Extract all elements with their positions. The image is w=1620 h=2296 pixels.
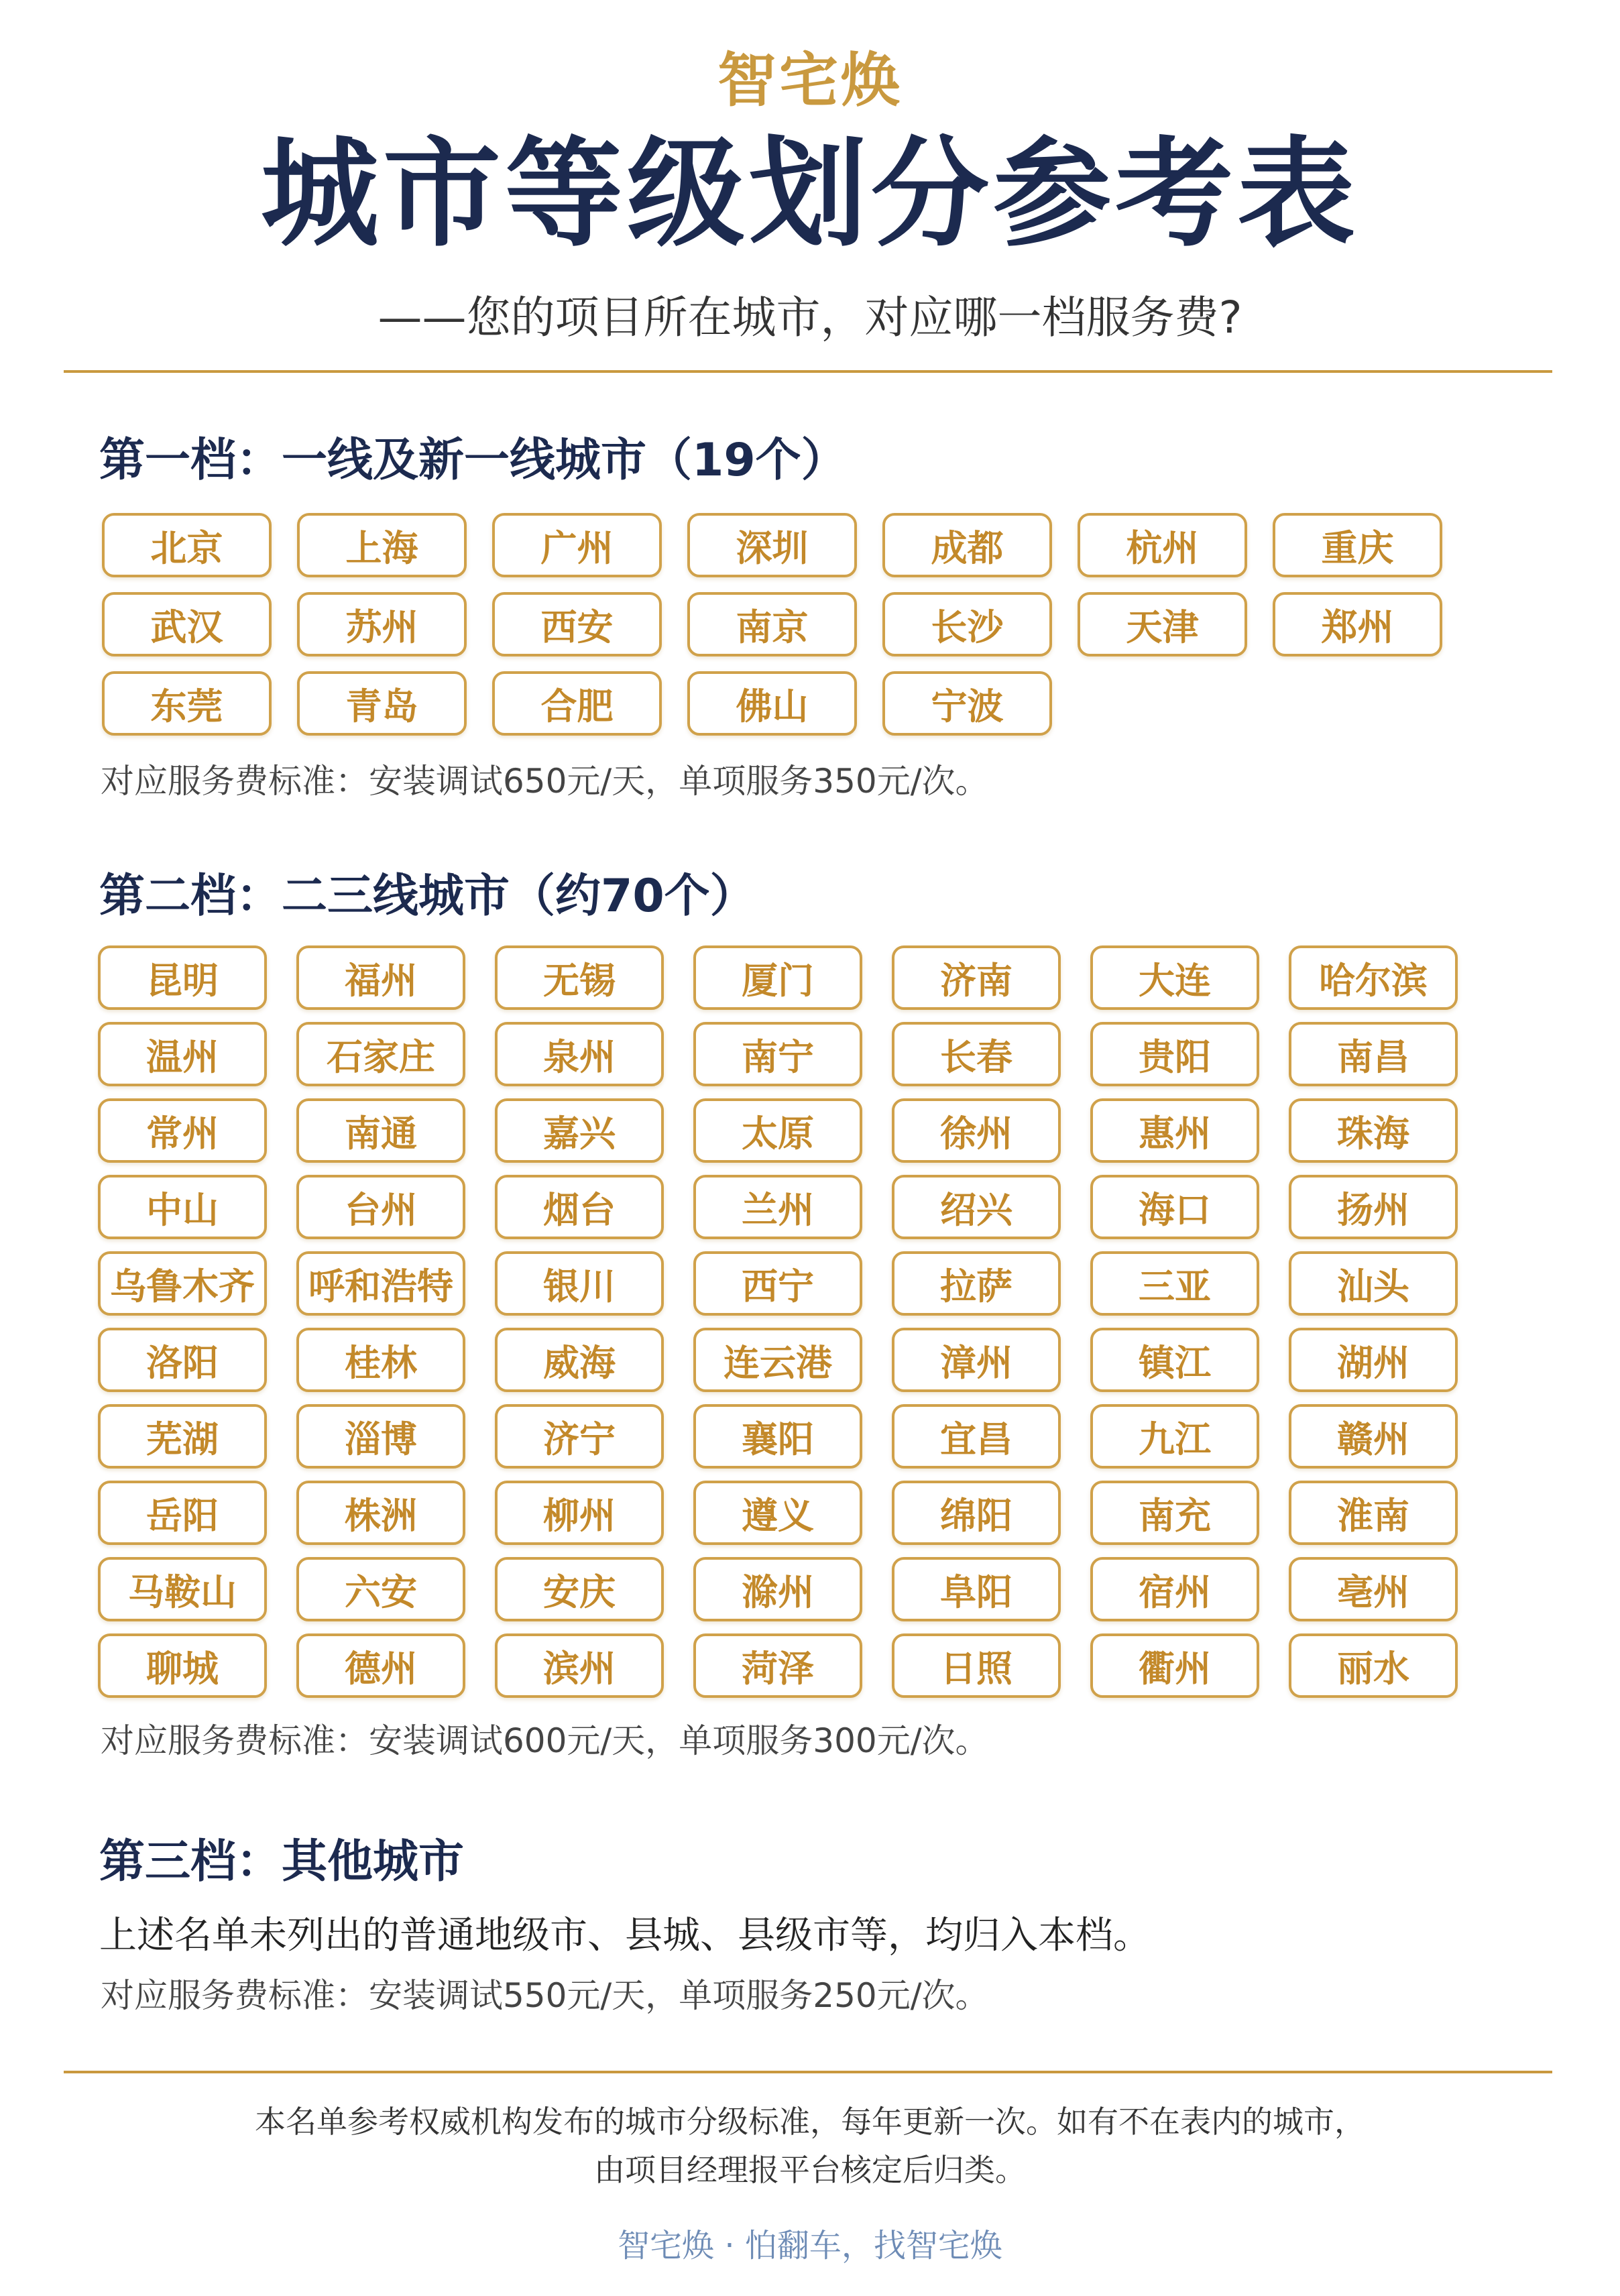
city-chip: 安庆	[495, 1557, 664, 1621]
city-chip: 亳州	[1289, 1557, 1458, 1621]
city-chip: 兰州	[693, 1175, 862, 1239]
city-chip: 成都	[882, 513, 1052, 577]
city-chip: 杭州	[1078, 513, 1247, 577]
city-chip: 德州	[296, 1633, 465, 1698]
city-chip: 无锡	[495, 945, 664, 1010]
page-title: 城市等级划分参考表	[260, 125, 1359, 263]
city-chip: 淄博	[296, 1404, 465, 1469]
city-chip: 桂林	[296, 1328, 465, 1392]
city-chip: 南京	[687, 592, 857, 656]
city-chip: 绍兴	[892, 1175, 1061, 1239]
city-chip: 洛阳	[98, 1328, 267, 1392]
footer-note-line2: 由项目经理报平台核定后归类。	[594, 2152, 1026, 2188]
city-chip: 广州	[492, 513, 662, 577]
city-chip: 海口	[1090, 1175, 1259, 1239]
city-chip: 九江	[1090, 1404, 1259, 1469]
city-chip: 福州	[296, 945, 465, 1010]
city-chip: 襄阳	[693, 1404, 862, 1469]
tier2-city-grid	[98, 945, 1458, 1698]
city-chip: 滨州	[495, 1633, 664, 1698]
city-chip: 六安	[296, 1557, 465, 1621]
city-chip: 宁波	[882, 671, 1052, 736]
city-chip: 长春	[892, 1022, 1061, 1086]
city-chip: 南昌	[1289, 1022, 1458, 1086]
city-chip: 太原	[693, 1098, 862, 1163]
tier1-fee-standard: 对应服务费标准：安装调试650元/天，单项服务350元/次。	[101, 762, 989, 801]
city-chip: 重庆	[1273, 513, 1442, 577]
city-chip: 常州	[98, 1098, 267, 1163]
footer-note-line1: 本名单参考权威机构发布的城市分级标准，每年更新一次。如有不在表内的城市，	[255, 2104, 1365, 2140]
city-chip: 厦门	[693, 945, 862, 1010]
city-chip: 呼和浩特	[296, 1251, 465, 1316]
city-chip: 长沙	[882, 592, 1052, 656]
city-chip: 青岛	[297, 671, 467, 736]
city-chip: 台州	[296, 1175, 465, 1239]
city-chip: 徐州	[892, 1098, 1061, 1163]
city-chip: 赣州	[1289, 1404, 1458, 1469]
footer-slogan: 智宅焕 · 怕翻车，找智宅焕	[618, 2227, 1002, 2264]
city-chip: 中山	[98, 1175, 267, 1239]
bottom-divider	[64, 2071, 1552, 2073]
city-chip: 哈尔滨	[1289, 945, 1458, 1010]
city-chip: 岳阳	[98, 1481, 267, 1545]
city-chip: 宜昌	[892, 1404, 1061, 1469]
city-chip: 合肥	[492, 671, 662, 736]
city-chip: 聊城	[98, 1633, 267, 1698]
city-chip: 济南	[892, 945, 1061, 1010]
page-subtitle: ——您的项目所在城市，对应哪一档服务费?	[378, 292, 1242, 343]
city-chip: 阜阳	[892, 1557, 1061, 1621]
tier3-description: 上述名单未列出的普通地级市、县城、县级市等，均归入本档。	[99, 1914, 1151, 1957]
city-chip: 银川	[495, 1251, 664, 1316]
top-divider	[64, 370, 1552, 373]
city-chip: 佛山	[687, 671, 857, 736]
city-chip: 拉萨	[892, 1251, 1061, 1316]
city-chip: 镇江	[1090, 1328, 1259, 1392]
city-chip: 珠海	[1289, 1098, 1458, 1163]
city-chip: 南充	[1090, 1481, 1259, 1545]
city-chip: 滁州	[693, 1557, 862, 1621]
city-chip: 连云港	[693, 1328, 862, 1392]
city-chip: 马鞍山	[98, 1557, 267, 1621]
city-chip: 绵阳	[892, 1481, 1061, 1545]
city-chip: 扬州	[1289, 1175, 1458, 1239]
city-chip: 郑州	[1273, 592, 1442, 656]
city-chip: 汕头	[1289, 1251, 1458, 1316]
city-chip: 株洲	[296, 1481, 465, 1545]
city-chip: 武汉	[102, 592, 272, 656]
city-chip: 上海	[297, 513, 467, 577]
city-chip: 柳州	[495, 1481, 664, 1545]
city-chip: 天津	[1078, 592, 1247, 656]
city-chip: 北京	[102, 513, 272, 577]
tier2-heading: 第二档：二三线城市（约70个）	[99, 870, 756, 923]
tier3-heading: 第三档：其他城市	[99, 1835, 465, 1888]
city-chip: 乌鲁木齐	[98, 1251, 267, 1316]
city-chip: 南宁	[693, 1022, 862, 1086]
city-chip: 石家庄	[296, 1022, 465, 1086]
city-chip: 淮南	[1289, 1481, 1458, 1545]
brand-name: 智宅焕	[717, 46, 903, 115]
city-chip: 衢州	[1090, 1633, 1259, 1698]
city-chip: 遵义	[693, 1481, 862, 1545]
city-chip: 威海	[495, 1328, 664, 1392]
city-chip: 西安	[492, 592, 662, 656]
city-chip: 三亚	[1090, 1251, 1259, 1316]
city-chip: 芜湖	[98, 1404, 267, 1469]
city-chip: 济宁	[495, 1404, 664, 1469]
city-chip: 丽水	[1289, 1633, 1458, 1698]
city-chip: 烟台	[495, 1175, 664, 1239]
tier1-heading: 第一档：一线及新一线城市（19个）	[99, 434, 847, 487]
city-chip: 湖州	[1289, 1328, 1458, 1392]
city-chip: 东莞	[102, 671, 272, 736]
city-chip: 惠州	[1090, 1098, 1259, 1163]
tier3-fee-standard: 对应服务费标准：安装调试550元/天，单项服务250元/次。	[101, 1976, 989, 2015]
city-chip: 贵阳	[1090, 1022, 1259, 1086]
city-chip: 嘉兴	[495, 1098, 664, 1163]
city-chip: 西宁	[693, 1251, 862, 1316]
city-chip: 泉州	[495, 1022, 664, 1086]
city-chip: 大连	[1090, 945, 1259, 1010]
city-chip: 苏州	[297, 592, 467, 656]
tier2-fee-standard: 对应服务费标准：安装调试600元/天，单项服务300元/次。	[101, 1721, 989, 1760]
city-chip: 昆明	[98, 945, 267, 1010]
city-chip: 深圳	[687, 513, 857, 577]
city-chip: 漳州	[892, 1328, 1061, 1392]
city-chip: 菏泽	[693, 1633, 862, 1698]
city-chip: 宿州	[1090, 1557, 1259, 1621]
city-chip: 温州	[98, 1022, 267, 1086]
city-chip: 南通	[296, 1098, 465, 1163]
tier1-city-grid	[102, 513, 1442, 736]
city-chip: 日照	[892, 1633, 1061, 1698]
